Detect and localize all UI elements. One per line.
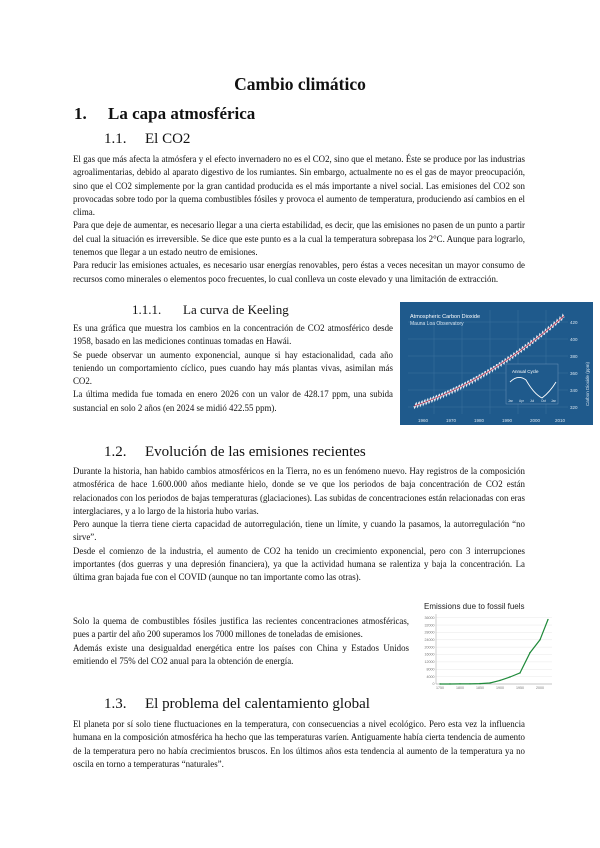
x-tick: 1900 [496, 686, 504, 690]
paragraph: El gas que más afecta la atmósfera y el efecto invernadero no es el CO2, sino que el metano. Éste se produce por las industrias agroalimentarias, debido al aparato digestivo de los rumiantes. Sin embargo, actualmente no es el gas de mayor preocupación, sino que el CO2 simplemente por la gran cantidad producida es el más importante a nivel social. Las emisiones del CO2 son provocadas sobre todo por la quema combustibles fósiles y provoca el aumento de temperatura, produciendo así cambios en el clima. [73, 154, 525, 218]
paragraph: El planeta por sí solo tiene fluctuaciones en la temperatura, con consecuencias a nivel ecológico. Pero esta vez la influencia humana en la composición atmosférica ha hecho que las temperaturas varíen. Antiguamente había cierta tendencia de aumento de la temperatura pero no había crecimientos bruscos. En los últimos años esta tendencia al aumento de la temperatura ya no oscila en torno a temperaturas “naturales”. [73, 719, 525, 769]
data-point [479, 683, 480, 684]
chart-background [418, 600, 558, 692]
data-point [519, 672, 520, 673]
keeling-text [73, 322, 393, 415]
section-heading-1 [74, 104, 255, 124]
data-point [547, 619, 548, 620]
x-tick: 1970 [446, 418, 457, 423]
data-point [439, 683, 440, 684]
y-tick: 0 [432, 682, 435, 687]
co2-text [73, 153, 525, 286]
x-tick: 1850 [476, 686, 484, 690]
subsection-heading-1-3 [104, 696, 370, 713]
x-tick: 1980 [474, 418, 485, 423]
section-title: La capa atmosférica [108, 104, 256, 123]
subsubsection-heading-keeling [132, 302, 289, 318]
y-tick: 36000 [424, 615, 435, 620]
inset-month: Jan [508, 399, 514, 403]
subsection-heading-1-2 [104, 444, 366, 461]
x-tick: 2000 [536, 686, 544, 690]
x-tick: 1990 [502, 418, 513, 423]
y-tick: 16000 [424, 652, 435, 657]
inset-month: Oct [541, 399, 546, 403]
y-tick: 340 [570, 388, 578, 393]
y-tick: 320 [570, 405, 578, 410]
y-axis-label: Carbon Dioxide (ppm) [585, 361, 590, 406]
x-tick: 2010 [555, 418, 566, 423]
x-tick: 1950 [516, 686, 524, 690]
inset-label: Annual Cycle [512, 369, 539, 374]
subsection-number: 1.2. [104, 444, 127, 460]
keeling-curve-chart [400, 302, 593, 425]
subsubsection-title: La curva de Keeling [183, 302, 289, 317]
y-tick: 12000 [424, 660, 435, 665]
document-title: Cambio climático [234, 74, 366, 94]
emissions-text [73, 465, 525, 585]
y-tick: 28000 [424, 630, 435, 635]
chart-title: Emissions due to fossil fuels [424, 602, 525, 611]
inset-month: Apr [519, 399, 524, 403]
data-point [489, 682, 490, 683]
subsection-number: 1.3. [104, 696, 127, 712]
paragraph: Pero aunque la tierra tiene cierta capacidad de autorregulación, tiene un límite, y cuando la pasamos, la autorregulación “no sirve”. [73, 519, 525, 543]
paragraph: Se puede observar un aumento exponencial, aunque si hay estacionalidad, cada año teniendo un comportamiento cíclico, pues cuando hay más plantas vivas, asimilan más CO2. [73, 349, 393, 387]
x-tick: 1800 [456, 686, 464, 690]
y-tick: 400 [570, 337, 578, 342]
paragraph: Solo la quema de combustibles fósiles justifica las recientes concentraciones atmosféricas, pues a partir del año 200 superamos los 7000 millones de toneladas de emisiones. [73, 616, 409, 640]
data-point [509, 676, 510, 677]
warming-text [73, 718, 525, 771]
data-point [539, 639, 540, 640]
section-number: 1. [74, 104, 87, 123]
subsection-heading-1-1 [104, 131, 190, 148]
data-point [469, 683, 470, 684]
y-tick: 380 [570, 354, 578, 359]
inset-month: Jul [530, 399, 535, 403]
x-tick: 1960 [418, 418, 429, 423]
fossil-fuel-emissions-chart [418, 600, 558, 692]
paragraph: Es una gráfica que muestra los cambios en la concentración de CO2 atmosférico desde 1958, basado en las mediciones continuas tomadas en Hawái. [73, 323, 393, 347]
data-point [459, 683, 460, 684]
data-point [499, 680, 500, 681]
x-tick: 1750 [436, 686, 444, 690]
paragraph: Durante la historia, han habido cambios atmosféricos en la Tierra, no es un fenómeno nuevo. Hay registros de la composición atmosférica de hace 1.600.000 años mediante hielo, donde se ve que los periodos de baja concentración de CO2 están relacionados con los periodos de bajas temperaturas (glaciaciones). Las subidas de concentraciones están relacionadas con eras interglaciares, y a lo largo de la historia hubo varias. [73, 466, 525, 516]
data-point [449, 683, 450, 684]
chart-title-line1: Atmospheric Carbon Dioxide [410, 314, 481, 320]
subsection-number: 1.1. [104, 131, 127, 147]
paragraph: Para que deje de aumentar, es necesario llegar a una cierta estabilidad, es decir, que las emisiones no pasen de un punto a partir del cual la situación es irreversible. Se dice que este punto es a la cual la temperatura sobrepasa los 2°C. Aunque para lograrlo, tenemos que llegar a un estado neutro de emisiones. [73, 220, 525, 258]
paragraph: Además existe una desigualdad energética entre los países con China y Estados Unidos emitiendo el 75% del CO2 anual para la obtención de energía. [73, 642, 409, 666]
y-tick: 360 [570, 371, 578, 376]
paragraph: Desde el comienzo de la industria, el aumento de CO2 ha tenido un crecimiento exponencial, pero con 3 interrupciones importantes (dos guerras y una depresión financiera), ya que la actividad humana se ralentiza y baja la concentración. La última gran bajada fue con el COVID (aunque no tan importante como las otras). [73, 545, 525, 583]
y-tick: 24000 [424, 637, 435, 642]
subsection-title: El problema del calentamiento global [145, 696, 370, 712]
y-tick: 8000 [426, 667, 435, 672]
paragraph: Para reducir las emisiones actuales, es necesario usar energías renovables, pero éstas a veces necesitan un mayor consumo de recursos como minerales o elementos poco frecuentes, lo cual conlleva un coste elevado y una limitación de extracción. [73, 260, 525, 284]
subsubsection-number: 1.1.1. [132, 302, 162, 317]
paragraph: La última medida fue tomada en enero 2026 con un valor de 428.17 ppm, una subida sustancial en solo 2 años (en 2024 se midió 422.55 ppm). [73, 389, 393, 413]
subsection-title: El CO2 [145, 131, 191, 147]
y-tick: 32000 [424, 623, 435, 628]
x-tick: 2000 [530, 418, 541, 423]
y-tick: 420 [570, 320, 578, 325]
chart-title-line2: Mauna Loa Observatory [410, 321, 464, 327]
inset-month: Jan [551, 399, 557, 403]
fossil-fuels-text [73, 615, 409, 668]
data-point [529, 652, 530, 653]
subsection-title: Evolución de las emisiones recientes [145, 444, 366, 460]
y-tick: 20000 [424, 645, 435, 650]
y-tick: 4000 [426, 674, 435, 679]
